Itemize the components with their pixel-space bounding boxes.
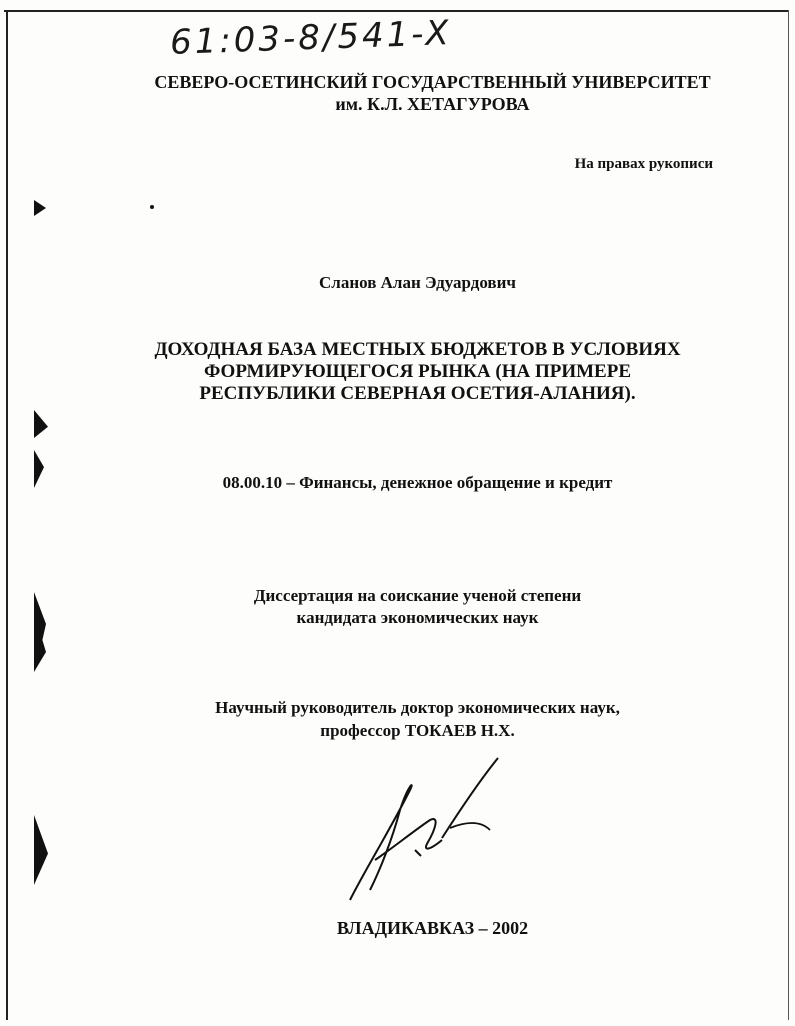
scan-border-left [6,10,8,1020]
handwritten-code: 61:03-8/541-X [169,13,453,63]
city-year: ВЛАДИКАВКАЗ – 2002 [336,918,529,938]
scan-artifact [34,200,46,216]
specialty-code: 08.00.10 – Финансы, денежное обращение и кредит [222,473,613,492]
title-line: ФОРМИРУЮЩЕГОСЯ РЫНКА (НА ПРИМЕРЕ [203,361,632,382]
author-name: Сланов Алан Эдуардович [319,273,516,292]
manuscript-rights: На правах рукописи [574,156,713,172]
university-named-after: им. К.Л. ХЕТАГУРОВА [335,94,530,114]
scan-artifact [34,410,48,438]
thesis-title [20,339,795,405]
signature [330,750,520,910]
title-line: ДОХОДНАЯ БАЗА МЕСТНЫХ БЮДЖЕТОВ В УСЛОВИЯХ [154,339,681,360]
dissertation-statement [20,585,795,629]
supervisor-block [20,696,795,742]
title-line: РЕСПУБЛИКИ СЕВЕРНАЯ ОСЕТИЯ-АЛАНИЯ). [199,383,636,404]
scan-speck [150,205,154,209]
scan-artifact [34,815,48,885]
scan-border-top [4,10,789,12]
dissertation-line: кандидата экономических наук [296,608,539,627]
supervisor-line: профессор ТОКАЕВ Н.Х. [320,721,515,740]
supervisor-line: Научный руководитель доктор экономических наук, [215,698,620,717]
dissertation-line: Диссертация на соискание ученой степени [253,586,582,605]
university-name: СЕВЕРО-ОСЕТИНСКИЙ ГОСУДАРСТВЕННЫЙ УНИВЕРСИТЕТ [154,72,711,92]
scan-border-right [788,10,789,1020]
